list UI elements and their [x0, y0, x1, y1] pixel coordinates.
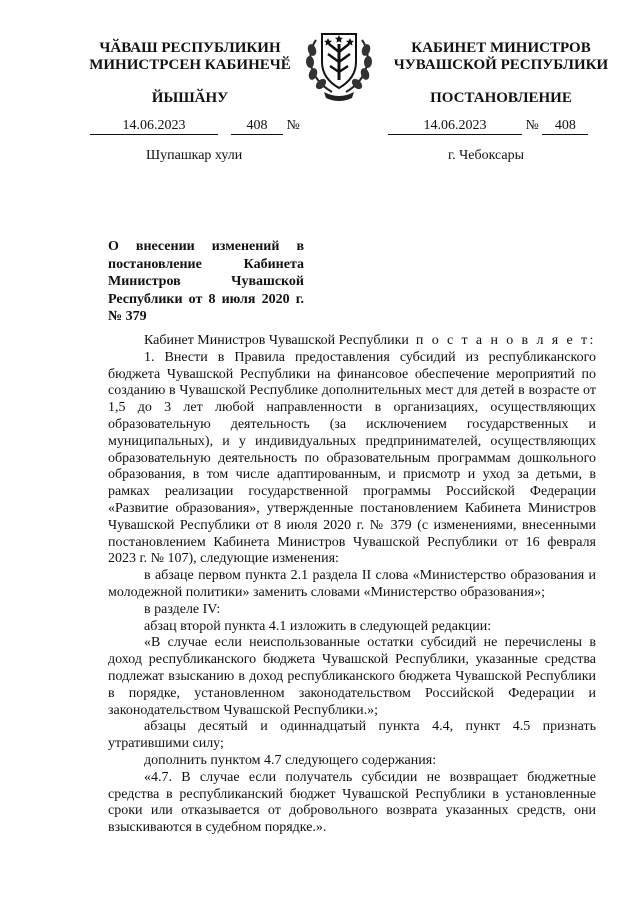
doc-type-right: ПОСТАНОВЛЕНИЕ	[430, 90, 572, 106]
header-right-line2: ЧУВАШСКОЙ РЕСПУБЛИКИ	[393, 57, 609, 73]
document-title: О внесении изменений в постановление Кабинета Министров Чувашской Республики от 8 июля 2020 г. № 379	[108, 239, 304, 324]
meta-right	[388, 118, 588, 135]
paragraph-7: дополнить пунктом 4.7 следующего содержания:	[144, 752, 437, 768]
number-right: 408	[542, 118, 588, 135]
city-right: г. Чебоксары	[448, 148, 525, 163]
paragraph-1: 1. Внести в Правила предоставления субсидий из республиканского бюджета Чувашской Республики на финансовое обеспечение мероприятий по созданию в Чувашской Республике дополнительных мест для детей в возрасте от 1,5 до 3 лет любой направленности в организациях, осуществляющих образовательную деятельность (за исключением государственных и муниципальных), и у индивидуальных предпринимателей, осуществляющих образовательную деятельность по образовательным программам дошкольного образования, в том числе адаптированным, и присмотр и уход за детьми, в рамках реализации государственной программы Российской Федерации «Развитие образования», утвержденные постановлением Кабинета Министров Чувашской Республики от 8 июля 2020 г. № 379 (с изменениями, внесенными постановлением Кабинета Министров Чувашской Республики от 16 февраля 2023 г. № 107), следующие изменения:	[108, 349, 596, 567]
paragraph-8: «4.7. В случае если получатель субсидии не возвращает бюджетные средства в республиканский бюджет Чувашской Республики в установленные сроки или отказывается от добровольного возврата указанных средств, они взыскиваются в судебном порядке.».	[108, 769, 596, 836]
date-right: 14.06.2023	[388, 118, 522, 135]
paragraph-6: абзацы десятый и одиннадцатый пункта 4.4, пункт 4.5 признать утратившими силу;	[108, 719, 596, 752]
document-body	[108, 333, 596, 837]
paragraph-4: абзац второй пункта 4.1 изложить в следующей редакции:	[144, 618, 492, 634]
intro-prefix: Кабинет Министров Чувашской Республики	[144, 333, 409, 348]
paragraph-3: в разделе IV:	[144, 601, 221, 617]
date-left: 14.06.2023	[90, 118, 218, 135]
header-right-line1: КАБИНЕТ МИНИСТРОВ	[411, 40, 591, 56]
number-sign-right: №	[525, 118, 539, 133]
intro-paragraph	[108, 333, 596, 350]
meta-left	[90, 118, 300, 135]
header-left	[72, 40, 308, 74]
header-left-line1: ЧӐВАШ РЕСПУБЛИКИН	[99, 40, 281, 56]
number-sign-left: №	[286, 118, 300, 133]
header-left-line2: МИНИСТРСЕН КАБИНЕЧӖ	[89, 57, 291, 73]
paragraph-5: «В случае если неиспользованные остатки субсидий не перечислены в доход республиканского бюджета Чувашской Республики, указанные средства подлежат взысканию в доход республиканского бюджета Чувашской Республики в порядке, установленном законодательством Российской Федерации и законодательством Чувашской Республики.»;	[108, 635, 596, 718]
intro-verb: п о с т а н о в л я е т:	[415, 333, 596, 348]
city-left: Шупашкар хули	[146, 148, 243, 163]
paragraph-2: в абзаце первом пункта 2.1 раздела II слова «Министерство образования и молодежной политики» заменить словами «Министерство образования»;	[108, 568, 596, 600]
chuvash-coat-of-arms-icon	[302, 22, 376, 102]
number-left: 408	[231, 118, 283, 135]
header-right	[380, 40, 622, 74]
doc-type-left: ЙЫШӐНУ	[151, 90, 229, 106]
